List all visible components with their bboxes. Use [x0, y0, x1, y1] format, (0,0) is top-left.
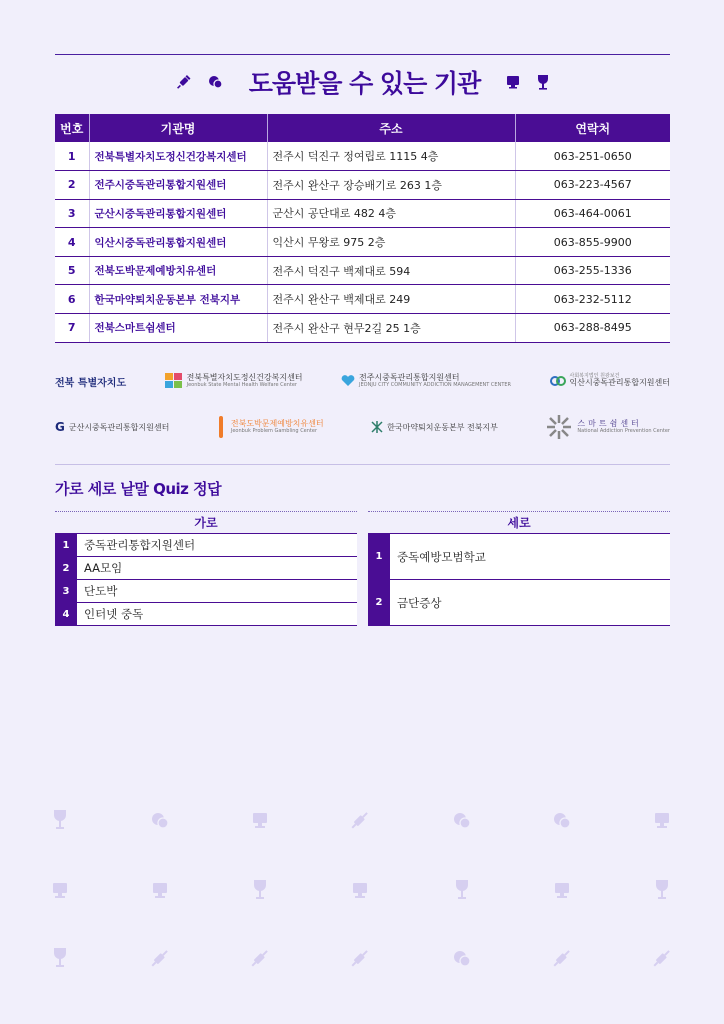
row-phone: 063-855-9900 [515, 228, 670, 257]
header-address: 주소 [267, 114, 515, 142]
mental-health-logo-icon [165, 373, 183, 389]
table-row [55, 314, 670, 343]
table-row [55, 285, 670, 314]
pills-icon [454, 813, 470, 828]
row-address: 익산시 무왕로 975 2층 [267, 228, 515, 257]
monitor-icon [253, 813, 267, 828]
table-row [55, 199, 670, 228]
pills-icon [152, 813, 168, 828]
pattern-row-3 [54, 948, 670, 967]
monitor-icon [655, 813, 669, 828]
row-address: 전주시 덕진구 백제대로 594 [267, 256, 515, 285]
list-item: 2 AA모임 [55, 556, 357, 579]
wine-glass-icon [456, 880, 468, 899]
logo-jeonbuk-province: 전북 특별자치도 [55, 377, 127, 389]
row-no: 6 [55, 285, 89, 314]
top-divider [55, 54, 670, 55]
quiz-down-list [368, 533, 670, 626]
syringe-icon [152, 950, 168, 966]
background-icon-pattern [50, 806, 675, 986]
logo-row-1 [55, 366, 670, 396]
row-address: 전주시 완산구 현무2길 25 1층 [267, 314, 515, 343]
pills-icon [207, 73, 225, 91]
monitor-icon [504, 73, 522, 91]
table-row [55, 142, 670, 171]
quiz-down [368, 511, 670, 626]
logo-mental-health-center: 전북특별자치도정신건강복지센터 Jeonbuk State Mental Health Welfare Center [165, 373, 303, 389]
drug-prevention-logo-icon [371, 421, 383, 433]
wine-glass-icon [54, 948, 66, 967]
monitor-icon [153, 883, 167, 898]
row-address: 전주시 완산구 장승배기로 263 1층 [267, 171, 515, 200]
list-item: 4 인터넷 중독 [55, 602, 357, 625]
quiz-down-header: 세로 [368, 511, 670, 533]
row-phone: 063-223-4567 [515, 171, 670, 200]
table-row [55, 256, 670, 285]
syringe-icon [252, 950, 268, 966]
syringe-icon [352, 812, 368, 828]
syringe-icon [352, 950, 368, 966]
monitor-icon [555, 883, 569, 898]
list-item: 2 금단증상 [368, 579, 670, 625]
logo-jeonju-addiction-center: 전주시중독관리통합지원센터 JEONJU CITY COMMUNITY ADDICTION MANAGEMENT CENTER [341, 374, 511, 388]
g-logo-icon: G [55, 420, 65, 434]
mid-divider [55, 464, 670, 465]
table-row [55, 171, 670, 200]
header-phone: 연락처 [515, 114, 670, 142]
row-name: 전북특별자치도정신건강복지센터 [89, 142, 267, 171]
row-name: 전주시중독관리통합지원센터 [89, 171, 267, 200]
row-address: 군산시 공단대로 482 4층 [267, 199, 515, 228]
gambling-logo-icon [217, 416, 227, 438]
row-phone: 063-251-0650 [515, 142, 670, 171]
table-header-row [55, 114, 670, 142]
wine-glass-icon [54, 810, 66, 829]
syringe-icon [175, 73, 193, 91]
logo-iksan-addiction-center: 사회복지법인 원광보건 익산시중독관리통합지원센터 [550, 374, 670, 388]
table-row [55, 228, 670, 257]
wine-glass-icon [656, 880, 668, 899]
quiz-across-list [55, 533, 357, 626]
syringe-icon [654, 950, 670, 966]
monitor-icon [53, 883, 67, 898]
syringe-icon [554, 950, 570, 966]
row-no: 3 [55, 199, 89, 228]
list-item: 3 단도박 [55, 579, 357, 602]
row-address: 전주시 덕진구 정여립로 1115 4층 [267, 142, 515, 171]
smart-rest-logo-icon [545, 413, 573, 441]
row-name: 전북도박문제예방치유센터 [89, 256, 267, 285]
logo-smart-rest-center: 스마트쉼센터 National Addiction Prevention Center [545, 413, 670, 441]
row-phone: 063-232-5112 [515, 285, 670, 314]
quiz-across [55, 511, 357, 626]
quiz-across-header: 가로 [55, 511, 357, 533]
institution-table [55, 114, 670, 343]
pattern-row-1 [54, 810, 669, 829]
row-no: 4 [55, 228, 89, 257]
wine-glass-icon [254, 880, 266, 899]
header-name: 기관명 [89, 114, 267, 142]
wine-glass-icon [536, 73, 550, 91]
row-no: 7 [55, 314, 89, 343]
row-name: 익산시중독관리통합지원센터 [89, 228, 267, 257]
monitor-icon [353, 883, 367, 898]
logo-row-2 [55, 412, 670, 442]
row-no: 2 [55, 171, 89, 200]
pattern-row-2 [53, 880, 668, 899]
quiz-title: 가로 세로 낱말 Quiz 정답 [55, 480, 222, 498]
row-no: 5 [55, 256, 89, 285]
pills-icon [554, 813, 570, 828]
row-phone: 063-464-0061 [515, 199, 670, 228]
list-item: 1 중독관리통합지원센터 [55, 533, 357, 556]
row-name: 전북스마트쉼센터 [89, 314, 267, 343]
partner-logos [55, 366, 670, 458]
heart-logo-icon [341, 375, 355, 387]
header-no: 번호 [55, 114, 89, 142]
pills-icon [454, 951, 470, 966]
row-phone: 063-255-1336 [515, 256, 670, 285]
row-name: 한국마약퇴치운동본부 전북지부 [89, 285, 267, 314]
logo-drug-prevention: 한국마약퇴치운동본부 전북지부 [371, 421, 498, 433]
row-no: 1 [55, 142, 89, 171]
row-address: 전주시 완산구 백제대로 249 [267, 285, 515, 314]
row-name: 군산시중독관리통합지원센터 [89, 199, 267, 228]
row-phone: 063-288-8495 [515, 314, 670, 343]
list-item: 1 중독예방모범학교 [368, 533, 670, 579]
page-title: 도움받을 수 있는 기관 [248, 69, 481, 98]
iksan-logo-icon [550, 374, 566, 388]
logo-gunsan-addiction-center: G 군산시중독관리통합지원센터 [55, 420, 170, 434]
logo-gambling-center: 전북도박문제예방치유센터 Jeonbuk Problem Gambling Center [217, 416, 324, 438]
title-row [55, 62, 670, 102]
